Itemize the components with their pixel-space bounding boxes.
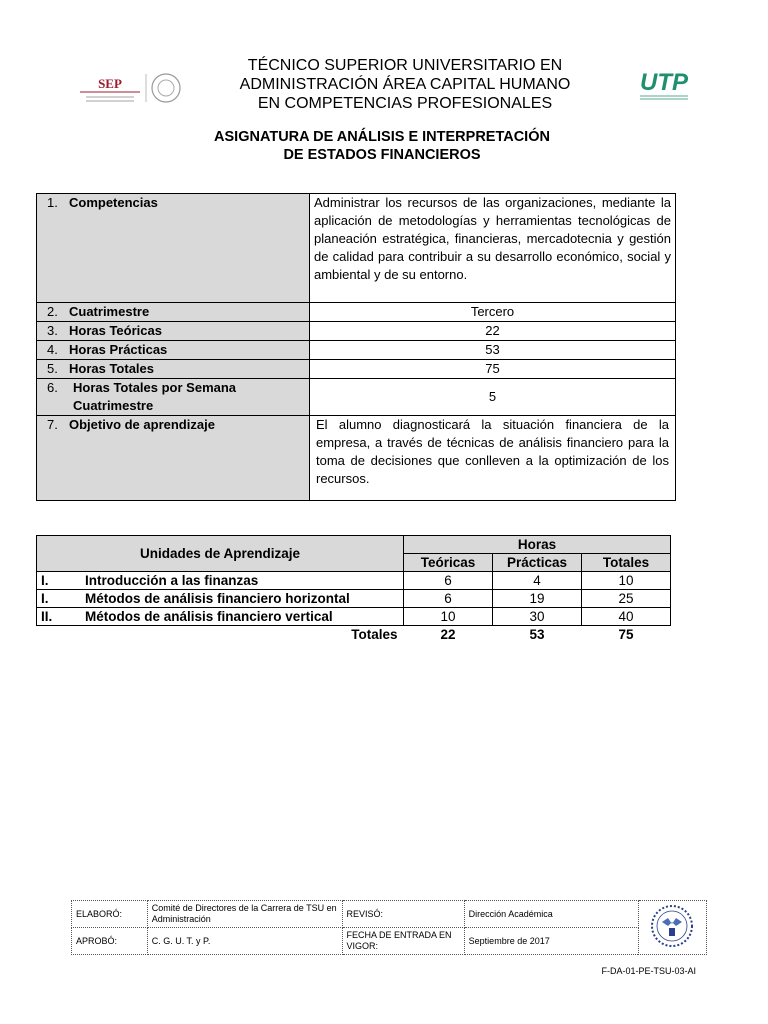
unit-practice: 4 — [493, 572, 582, 590]
info-row-horas-totales — [37, 360, 676, 379]
approval-table — [71, 900, 707, 955]
approval-row-2 — [72, 928, 707, 955]
info-row-competencias — [37, 194, 676, 303]
aprobo-value: C. G. U. T. y P. — [147, 928, 342, 955]
unit-theory: 10 — [404, 608, 493, 626]
fecha-label: FECHA DE ENTRADA EN VIGOR: — [342, 928, 464, 955]
mexico-seal-icon — [152, 74, 180, 102]
info-num: 3. — [47, 323, 58, 338]
cuatrimestre-value: Tercero — [310, 303, 676, 322]
total-practice: 53 — [529, 627, 545, 642]
subject-info-table — [36, 193, 676, 501]
info-num: 7. — [47, 417, 58, 432]
info-label: Horas Totales — [69, 361, 155, 376]
info-label: Horas Prácticas — [69, 342, 168, 357]
units-table — [36, 535, 671, 643]
hours-header: Horas — [404, 536, 671, 554]
unit-roman: I. — [37, 572, 82, 590]
reviso-value: Dirección Académica — [464, 901, 639, 928]
program-line-3: EN COMPETENCIAS PROFESIONALES — [257, 95, 553, 112]
reviso-label: REVISÓ: — [342, 901, 464, 928]
unit-practice: 19 — [493, 590, 582, 608]
info-row-cuatrimestre — [37, 303, 676, 322]
unit-theory: 6 — [404, 572, 493, 590]
info-label: Competencias — [69, 195, 158, 210]
info-num: 1. — [47, 195, 58, 210]
info-num: 6. — [47, 380, 58, 395]
approval-row-1 — [72, 901, 707, 928]
sep-logo-text: SEP — [98, 76, 122, 91]
unit-roman: I. — [37, 590, 82, 608]
horas-semana-value: 5 — [310, 379, 676, 416]
unit-theory: 6 — [404, 590, 493, 608]
document-code: F-DA-01-PE-TSU-03-AI — [601, 966, 696, 976]
unit-row — [37, 590, 671, 608]
unit-name: Introducción a las finanzas — [81, 572, 404, 590]
program-line-1: TÉCNICO SUPERIOR UNIVERSITARIO EN — [247, 57, 563, 74]
unit-name: Métodos de análisis financiero vertical — [81, 608, 404, 626]
unit-total: 40 — [582, 608, 671, 626]
info-label: Cuatrimestre — [69, 304, 150, 319]
units-header-row — [37, 536, 671, 554]
unit-row — [37, 608, 671, 626]
info-row-horas-practicas — [37, 341, 676, 360]
total-total: 75 — [618, 627, 634, 642]
info-label: Horas Totales por Semana Cuatrimestre — [73, 380, 237, 413]
elaboro-label: ELABORÓ: — [72, 901, 148, 928]
unit-row — [37, 572, 671, 590]
info-row-horas-semana — [37, 379, 676, 416]
program-title — [200, 56, 610, 113]
col-practice: Prácticas — [493, 554, 582, 572]
fecha-value: Septiembre de 2017 — [464, 928, 639, 955]
info-label: Horas Teóricas — [69, 323, 162, 338]
unit-total: 10 — [582, 572, 671, 590]
info-row-objetivo — [37, 416, 676, 501]
utp-logo-text: UTP — [640, 69, 688, 96]
subject-title — [150, 128, 614, 164]
info-row-horas-teoricas — [37, 322, 676, 341]
col-total: Totales — [582, 554, 671, 572]
horas-teoricas-value: 22 — [310, 322, 676, 341]
institution-seal-icon — [650, 904, 694, 948]
totals-label: Totales — [351, 627, 398, 642]
subject-line-1: ASIGNATURA DE ANÁLISIS E INTERPRETACIÓN — [214, 129, 550, 145]
objetivo-value: El alumno diagnosticará la situación financiera de la empresa, a través de técnicas de análisis financiero para la toma de decisiones que conlleven a la optimización de los recursos. — [310, 416, 676, 501]
totals-row — [37, 626, 671, 644]
utp-logo — [634, 66, 694, 106]
info-num: 2. — [47, 304, 58, 319]
unit-total: 25 — [582, 590, 671, 608]
elaboro-value: Comité de Directores de la Carrera de TSU en Administración — [147, 901, 342, 928]
unit-practice: 30 — [493, 608, 582, 626]
unit-name: Métodos de análisis financiero horizontal — [81, 590, 404, 608]
col-theory: Teóricas — [404, 554, 493, 572]
aprobo-label: APROBÓ: — [72, 928, 148, 955]
program-line-2: ADMINISTRACIÓN ÁREA CAPITAL HUMANO — [239, 76, 571, 93]
horas-practicas-value: 53 — [310, 341, 676, 360]
sep-logo — [76, 70, 186, 106]
unit-roman: II. — [37, 608, 82, 626]
total-theory: 22 — [440, 627, 456, 642]
subject-line-2: DE ESTADOS FINANCIEROS — [283, 147, 481, 163]
competencias-value: Administrar los recursos de las organizaciones, mediante la aplicación de metodologías y herramientas tecnológicas de planeación estratégica, financieras, mercadotecnia y gestión de calidad para contribuir a su desarrollo económico, social y ambiental y de su entorno. — [310, 194, 676, 303]
info-num: 4. — [47, 342, 58, 357]
info-label: Objetivo de aprendizaje — [69, 417, 215, 432]
horas-totales-value: 75 — [310, 360, 676, 379]
units-header: Unidades de Aprendizaje — [37, 536, 404, 572]
info-num: 5. — [47, 361, 58, 376]
